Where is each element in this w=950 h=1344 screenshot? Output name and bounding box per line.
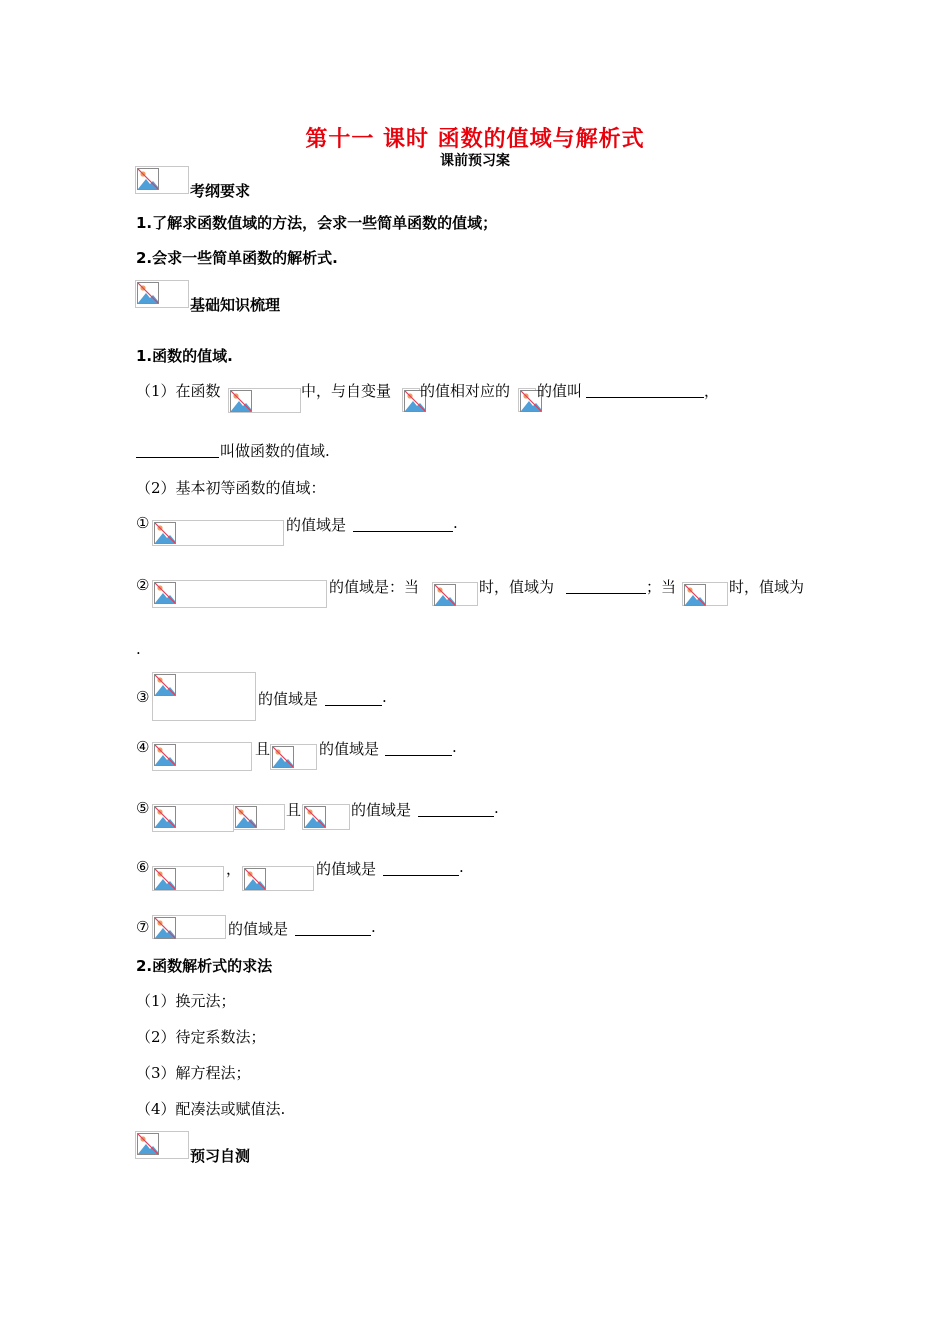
broken-image-icon <box>402 388 420 412</box>
text-fragment: ；当 <box>646 578 677 596</box>
broken-image-icon <box>152 804 234 832</box>
text-fragment: 的值域是 <box>351 801 412 819</box>
broken-image-icon <box>152 672 256 721</box>
text-fragment: 且 <box>255 740 271 758</box>
broken-image-icon <box>152 915 226 939</box>
item-number: ⑦ <box>136 918 150 936</box>
text-fragment: 的值域是 <box>319 740 380 758</box>
broken-image-icon <box>228 388 301 413</box>
answer-blank[interactable] <box>418 801 494 821</box>
text-fragment: 的值域是 <box>258 690 319 708</box>
broken-image-icon <box>135 1131 189 1159</box>
answer-blank[interactable] <box>353 516 453 536</box>
knowledge-heading-range: 1.函数的值域. <box>136 347 233 365</box>
broken-image-icon <box>152 580 327 608</box>
answer-blank[interactable] <box>295 920 371 940</box>
item-number: ① <box>136 514 150 532</box>
broken-image-icon <box>432 582 478 606</box>
broken-image-icon <box>135 166 189 194</box>
text-fragment: （2）基本初等函数的值域： <box>136 479 326 497</box>
text-fragment: 的值域是 <box>286 516 347 534</box>
method-item: （1）换元法； <box>136 992 236 1010</box>
method-item: （4）配凑法或赋值法. <box>136 1100 286 1118</box>
broken-image-icon <box>242 866 314 891</box>
text-fragment: ， <box>226 860 242 878</box>
text-fragment: 中，与自变量 <box>301 382 392 400</box>
broken-image-icon <box>682 582 728 606</box>
page-title: 第十一 课时 函数的值域与解析式 <box>305 127 645 152</box>
section-heading-knowledge: 基础知识梳理 <box>190 296 281 314</box>
broken-image-icon <box>152 520 284 546</box>
text-fragment: . <box>136 640 141 658</box>
answer-blank[interactable] <box>385 740 452 760</box>
item-number: ② <box>136 576 150 594</box>
broken-image-icon <box>270 744 317 770</box>
text-fragment: . <box>382 688 387 706</box>
text-fragment: . <box>371 918 376 936</box>
text-fragment: 时，值域为 <box>729 578 805 596</box>
text-fragment: 时，值域为 <box>479 578 555 596</box>
section-heading-selftest: 预习自测 <box>190 1147 251 1165</box>
broken-image-icon <box>518 388 536 412</box>
broken-image-icon <box>152 742 252 771</box>
method-item: （3）解方程法； <box>136 1064 251 1082</box>
text-fragment: . <box>452 738 457 756</box>
item-number: ④ <box>136 738 150 756</box>
text-fragment: 的值域是 <box>228 920 289 938</box>
broken-image-icon <box>135 280 189 308</box>
text-fragment: . <box>459 858 464 876</box>
requirement-item: 2.会求一些简单函数的解析式. <box>136 249 338 267</box>
text-fragment: 的值域是 <box>316 860 377 878</box>
requirement-item: 1.了解求函数值域的方法，会求一些简单函数的值域； <box>136 214 498 232</box>
text-fragment: 叫做函数的值域. <box>220 442 330 460</box>
knowledge-heading-methods: 2.函数解析式的求法 <box>136 957 273 975</box>
text-fragment: 且 <box>286 801 302 819</box>
answer-blank[interactable] <box>136 442 219 462</box>
text-fragment: （1）在函数 <box>136 382 221 400</box>
broken-image-icon <box>152 866 224 891</box>
answer-blank[interactable] <box>325 690 382 710</box>
text-fragment: 的值叫 <box>537 382 583 400</box>
item-number: ⑤ <box>136 799 150 817</box>
answer-blank[interactable] <box>586 382 704 402</box>
page-subtitle: 课前预习案 <box>440 153 510 169</box>
text-fragment: . <box>453 514 458 532</box>
text-fragment: . <box>494 799 499 817</box>
text-fragment: 的值域是：当 <box>329 578 420 596</box>
item-number: ⑥ <box>136 858 150 876</box>
section-heading-syllabus: 考纲要求 <box>190 182 251 200</box>
method-item: （2）待定系数法； <box>136 1028 266 1046</box>
answer-blank[interactable] <box>383 860 459 880</box>
broken-image-icon <box>233 804 285 830</box>
text-fragment: 的值相对应的 <box>420 382 511 400</box>
broken-image-icon <box>302 804 350 830</box>
answer-blank[interactable] <box>566 578 646 598</box>
item-number: ③ <box>136 688 150 706</box>
text-fragment: ， <box>704 382 720 400</box>
